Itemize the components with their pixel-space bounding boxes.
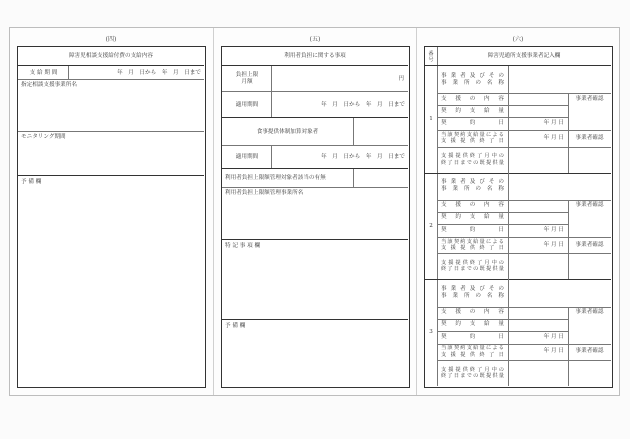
name-label-2: 事 業 所 の 名 称 (441, 186, 504, 193)
monitoring-period-field[interactable] (18, 132, 204, 176)
end-date-field[interactable] (508, 237, 568, 253)
end-date-label (437, 130, 508, 146)
contract-date-field[interactable] (508, 331, 568, 344)
end-label-2: 支 援 提 供 終 了 日 (441, 138, 504, 145)
provider-confirm-field[interactable] (568, 105, 611, 130)
contract-amount-label (437, 105, 508, 117)
end-value: 年 月 日 (543, 348, 564, 355)
period1-value-field[interactable]: 年 月 日から 年 月 日まで (321, 101, 405, 108)
divider (508, 173, 509, 280)
period-label: 支 給 期 間 (29, 69, 58, 76)
period-value-field[interactable]: 年 月 日から 年 月 日まで (117, 69, 201, 76)
confirm-1: 事業者確認 (575, 202, 604, 209)
support-content-label (437, 93, 508, 105)
meal-value-field[interactable] (353, 118, 408, 146)
date-label: 契 約 日 (441, 227, 504, 234)
divider (18, 175, 204, 176)
divider (437, 331, 568, 332)
section-five-number: (五) (309, 36, 321, 43)
block-number: 2 (429, 222, 433, 229)
limit-label-line2: 月額 (241, 79, 253, 85)
name-label-2: 事 業 所 の 名 称 (441, 292, 504, 299)
date-value: 年 月 日 (543, 120, 564, 127)
section-divider (213, 28, 214, 395)
confirm-2: 事業者確認 (575, 241, 604, 248)
end-value: 年 月 日 (543, 241, 564, 248)
monitoring-period-label: モニタリング期間 (21, 134, 66, 140)
content-label: 支 援 の 内 容 (441, 202, 504, 209)
divider (437, 200, 611, 201)
divider (437, 117, 568, 118)
divider (222, 319, 408, 320)
provider-confirm-field[interactable] (568, 253, 611, 279)
provider-name-field[interactable] (508, 66, 611, 93)
supply-label-1: 支援提供終了月中の (441, 259, 504, 266)
support-content-field[interactable] (508, 93, 568, 105)
supply-label-1: 支援提供終了月中の (441, 153, 504, 160)
end-label-2: 支 援 提 供 終 了 日 (441, 351, 504, 358)
content-label: 支 援 の 内 容 (441, 309, 504, 316)
divider (437, 360, 611, 361)
divider (437, 237, 611, 238)
divider (437, 130, 611, 131)
supplied-amount-label (437, 147, 508, 173)
divider (437, 105, 568, 106)
office-name-field[interactable] (18, 80, 204, 132)
support-content-field[interactable] (508, 307, 568, 319)
mgmt-target-value-field[interactable] (353, 169, 408, 188)
provider-confirm-field[interactable] (568, 360, 611, 386)
divider (568, 93, 569, 173)
period2-label: 適用期間 (235, 154, 259, 160)
section-six-number: (六) (512, 36, 524, 43)
period1-label: 適用期間 (235, 101, 259, 108)
section-four-number: (四) (105, 36, 117, 43)
name-label-2: 事 業 所 の 名 称 (441, 79, 504, 86)
section-five-title: 利用者負担に関する事項 (284, 53, 346, 59)
office-name-label: 指定相談支援事業所名 (21, 82, 77, 88)
section-divider (416, 28, 417, 395)
provider-confirm-label (568, 130, 611, 146)
mgmt-target-label: 利用者負担上限額管理対象者該当の有無 (225, 175, 326, 181)
amount-label: 契 約 支 給 量 (441, 214, 504, 221)
mgmt-office-field[interactable] (222, 188, 408, 240)
divider (508, 66, 509, 173)
contract-date-field[interactable] (508, 117, 568, 130)
supplied-amount-field[interactable] (508, 360, 568, 386)
provider-confirm-field[interactable] (568, 319, 611, 344)
provider-name-field[interactable] (508, 279, 611, 306)
supplied-amount-label (437, 360, 508, 386)
end-label-1: 当該契約支給量による (441, 238, 504, 245)
special-notes-label: 特 記 事 項 欄 (225, 243, 261, 249)
provider-name-label (437, 66, 508, 93)
provider-confirm-field[interactable] (568, 147, 611, 173)
date-value: 年 月 日 (543, 333, 564, 340)
supplied-amount-field[interactable] (508, 253, 568, 279)
block-number: 1 (429, 115, 433, 122)
support-content-label (437, 200, 508, 212)
divider (437, 307, 611, 308)
contract-amount-field[interactable] (508, 212, 568, 224)
confirm-1: 事業者確認 (575, 95, 604, 102)
provider-confirm-field[interactable] (568, 212, 611, 237)
divider (437, 344, 611, 345)
period2-value-field[interactable]: 年 月 日から 年 月 日まで (321, 154, 405, 160)
divider (437, 253, 611, 254)
provider-name-field[interactable] (508, 173, 611, 200)
name-label-1: 事 業 者 及 び そ の (441, 72, 504, 79)
supply-label-2: 終了日までの既提供量 (441, 159, 504, 166)
amount-label: 契 約 支 給 量 (441, 107, 504, 114)
content-label: 支 援 の 内 容 (441, 95, 504, 102)
divider (437, 147, 611, 148)
divider (568, 307, 569, 387)
provider-confirm-label (568, 93, 611, 105)
section-four-title: 障害児相談支援給付費の支給内容 (69, 53, 153, 59)
end-date-field[interactable] (508, 130, 568, 146)
confirm-2: 事業者確認 (575, 134, 604, 141)
limit-label (222, 66, 272, 92)
section-six-title: 障害児通所支援事業者記入欄 (487, 53, 561, 59)
divider (437, 224, 568, 225)
support-content-label (437, 307, 508, 319)
contract-amount-field[interactable] (508, 319, 568, 331)
contract-date-label (437, 224, 508, 237)
provider-confirm-label (568, 200, 611, 212)
limit-amount-field[interactable] (272, 66, 408, 92)
end-date-field[interactable] (508, 344, 568, 360)
supply-label-1: 支援提供終了月中の (441, 366, 504, 373)
provider-name-label (437, 279, 508, 306)
contract-amount-label (437, 212, 508, 224)
divider (437, 212, 568, 213)
contract-amount-label (437, 319, 508, 331)
reserve-label: 予 備 欄 (225, 323, 246, 329)
name-label-1: 事 業 者 及 び そ の (441, 285, 504, 292)
end-date-label (437, 344, 508, 360)
divider (568, 200, 569, 280)
divider (222, 239, 408, 240)
amount-label: 契 約 支 給 量 (441, 321, 504, 328)
date-label: 契 約 日 (441, 120, 504, 127)
special-notes-field[interactable] (222, 241, 408, 319)
end-label-2: 支 援 提 供 終 了 日 (441, 245, 504, 252)
provider-name-label (437, 173, 508, 200)
section-five-table (221, 46, 410, 388)
provider-confirm-label (568, 237, 611, 253)
section-four-table (17, 46, 206, 388)
end-label-1: 当該契約支給量による (441, 345, 504, 352)
end-value: 年 月 日 (543, 134, 564, 141)
name-label-1: 事 業 者 及 び そ の (441, 179, 504, 186)
yen-unit: 円 (398, 75, 404, 82)
supplied-amount-label (437, 253, 508, 279)
supplied-amount-field[interactable] (508, 147, 568, 173)
mgmt-office-label: 利用者負担上限額管理事業所名 (225, 190, 304, 196)
supply-label-2: 終了日までの既提供量 (441, 373, 504, 379)
contract-date-field[interactable] (508, 224, 568, 237)
meal-label: 食事提供体制加算対象者 (256, 128, 319, 135)
confirm-2: 事業者確認 (575, 348, 604, 355)
date-value: 年 月 日 (543, 227, 564, 234)
confirm-1: 事業者確認 (575, 309, 604, 316)
divider (437, 93, 611, 94)
contract-date-label (437, 117, 508, 130)
contract-amount-field[interactable] (508, 105, 568, 117)
end-label-1: 当該契約支給量による (441, 131, 504, 138)
contract-date-label (437, 331, 508, 344)
support-content-field[interactable] (508, 200, 568, 212)
divider (437, 319, 568, 320)
date-label: 契 約 日 (441, 333, 504, 340)
section-six-table (424, 46, 613, 388)
provider-confirm-label (568, 307, 611, 319)
supply-label-2: 終了日までの既提供量 (441, 266, 504, 273)
limit-label-line1: 負担上限 (235, 72, 259, 78)
provider-confirm-label (568, 344, 611, 360)
reserve-label: 予 備 欄 (21, 179, 42, 185)
reserve-field[interactable] (18, 177, 204, 386)
number-header: 番号 (428, 50, 434, 63)
reserve-field[interactable] (222, 321, 408, 386)
divider (508, 279, 509, 386)
end-date-label (437, 237, 508, 253)
block-number: 3 (429, 329, 433, 336)
